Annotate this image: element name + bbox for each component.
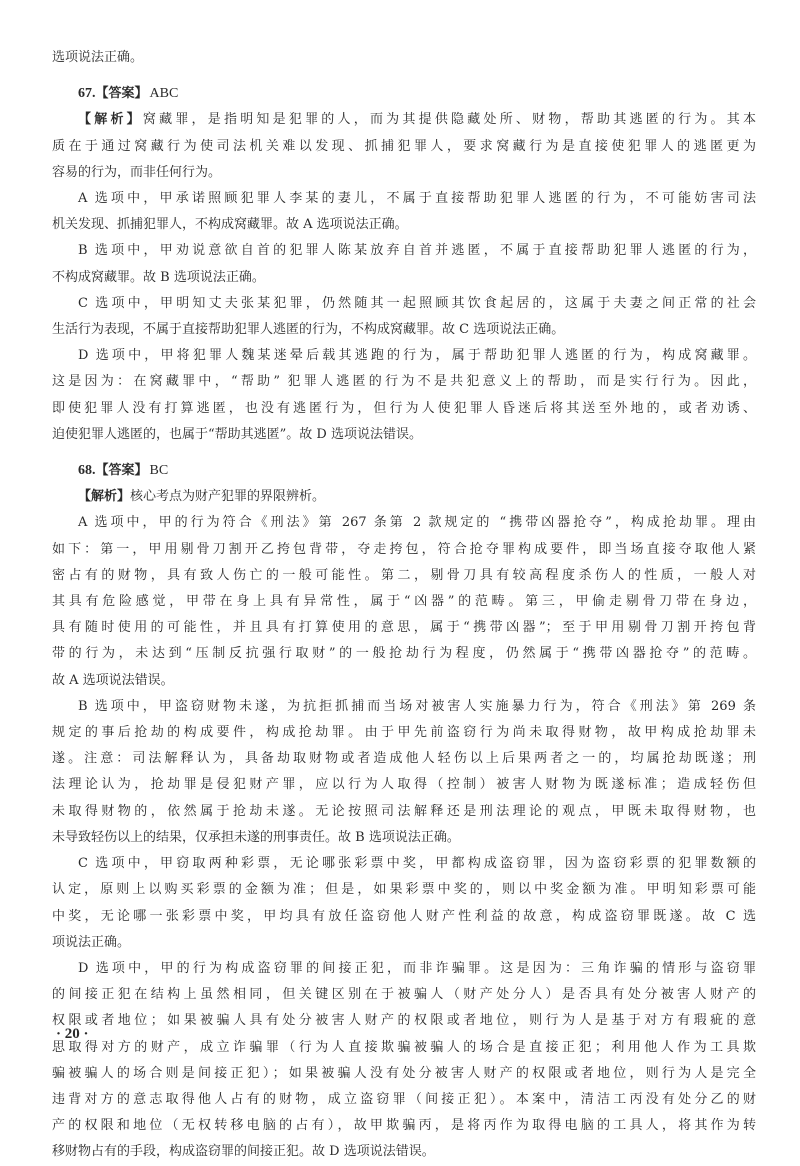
q68-line-3: 密占有的财物，具有致人伤亡的一般可能性。第二，剔骨刀具有较高程度杀伤人的性质，一般人对 — [52, 567, 756, 583]
q68-line-23: 违背对方的意志取得他人占有的财物，成立盗窃罪（间接正犯）。本案中，清洁工丙没有处分乙的财 — [52, 1091, 756, 1107]
q68-line-8: B 选项中，甲盗窃财物未遂，为抗拒抓捕而当场对被害人实施暴力行为，符合《刑法》第 269 条 — [78, 698, 756, 714]
q68-line-15: 认定，原则上以购买彩票的金额为准；但是，如果彩票中奖的，则以中奖金额为准。甲明知彩票可能 — [52, 882, 756, 898]
q68-line-13: 未导致轻伤以上的结果，仅承担未遂的刑事责任。故 B 选项说法正确。 — [52, 829, 460, 845]
q67-heading — [52, 81, 756, 107]
q68-explain-tag: 【解析】 — [78, 489, 131, 505]
q68-line-4: 其具有危险感觉，甲带在身上具有异常性，属于“凶器”的范畴。第三，甲偷走剔骨刀带在身边， — [52, 594, 756, 610]
q67-line-3: A 选项中，甲承诺照顾犯罪人李某的妻儿，不属于直接帮助犯罪人逃匿的行为，不可能妨害司法 — [78, 191, 756, 207]
q68-line-0: 【解析】核心考点为财产犯罪的界限辨析。 — [78, 489, 326, 505]
page-number: · 20 · — [56, 1026, 89, 1042]
q67-line-7: C 选项中，甲明知丈夫张某犯罪，仍然随其一起照顾其饮食起居的，这属于夫妻之间正常的社会 — [78, 295, 756, 311]
q68-line-21: 思取得对方的财产，成立诈骗罪（行为人直接欺骗被骗人的场合是直接正犯；利用他人作为工具欺 — [52, 1039, 756, 1055]
q68-line-17: 项说法正确。 — [52, 934, 131, 950]
q68-line-10: 遂。注意：司法解释认为，具备劫取财物或者造成他人轻伤以上后果两者之一的，均属抢劫既遂；刑 — [52, 751, 756, 767]
q67-line-12: 迫使犯罪人逃匿的，也属于“帮助其逃匿”。故 D 选项说法错误。 — [52, 426, 422, 442]
q68-line-6: 带的行为，未达到“压制反抗强行取财”的一般抢劫行为程度，仍然属于“携带凶器抢夺”的范畴。 — [52, 646, 756, 662]
q67-line-1: 质在于通过窝藏行为使司法机关难以发现、抓捕犯罪人，要求窝藏行为是直接使犯罪人的逃匿更为 — [52, 138, 756, 154]
q67-line-6: 不构成窝藏罪。故 B 选项说法正确。 — [52, 269, 265, 285]
q67-explain-tag: 【解析】 — [78, 112, 143, 128]
q68-line-22: 骗被骗人的场合则是间接正犯）；如果被骗人没有处分被害人财产的权限或者地位，则行为人是完全 — [52, 1065, 756, 1081]
q67-line-2: 容易的行为，而非任何行为。 — [52, 164, 222, 180]
q68-line-2: 如下：第一，甲用剔骨刀割开乙挎包背带，夺走挎包，符合抢夺罪构成要件，即当场直接夺取他人紧 — [52, 541, 756, 557]
q68-line-24: 产的权限和地位（无权转移电脑的占有），故甲欺骗丙，是将丙作为取得电脑的工具人，将其作为转 — [52, 1118, 756, 1134]
q68-answer: BC — [149, 463, 169, 479]
carryover-line: 选项说法正确。 — [52, 50, 144, 65]
q68-line-19: 的间接正犯在结构上虽然相同，但关键区别在于被骗人（财产处分人）是否具有处分被害人财产的 — [52, 987, 756, 1003]
q68-line-9: 规定的事后抢劫的构成要件，构成抢劫罪。由于甲先前盗窃行为尚未取得财物，故甲构成抢劫罪未 — [52, 725, 756, 741]
q68-line-18: D 选项中，甲的行为构成盗窃罪的间接正犯，而非诈骗罪。这是因为：三角诈骗的情形与盗窃罪 — [78, 960, 756, 976]
q68-line-25: 移财物占有的手段，构成盗窃罪的间接正犯。故 D 选项说法错误。 — [52, 1144, 435, 1160]
q68-line-1: A 选项中，甲的行为符合《刑法》第 267 条第 2 款规定的 “携带凶器抢夺”，构成抢劫罪。理由 — [78, 515, 756, 531]
q68-line-5: 具有随时使用的可能性，并且具有打算使用的意思，属于“携带凶器”；至于甲用剔骨刀割开挎包背 — [52, 620, 756, 636]
q68-line-14: C 选项中，甲窃取两种彩票，无论哪张彩票中奖，甲都构成盗窃罪，因为盗窃彩票的犯罪数额的 — [78, 856, 756, 872]
q67-line-9: D 选项中，甲将犯罪人魏某迷晕后载其逃跑的行为，属于帮助犯罪人逃匿的行为，构成窝藏罪。 — [78, 348, 756, 364]
q68-line-12: 未取得财物的，依然属于抢劫未遂。无论按照司法解释还是刑法理论的观点，甲既未取得财物，也 — [52, 803, 756, 819]
q68-answer-tag: 【答案】 — [95, 463, 148, 479]
q67-line-4: 机关发现、抓捕犯罪人，不构成窝藏罪。故 A 选项说法正确。 — [52, 217, 408, 233]
q68-line-16: 中奖，无论哪一张彩票中奖，甲均具有放任盗窃他人财产性利益的故意，构成盗窃罪既遂。故 C 选 — [52, 908, 756, 924]
q67-answer-tag: 【答案】 — [95, 86, 148, 102]
q67-line-0: 【解析】窝藏罪，是指明知是犯罪的人，而为其提供隐藏处所、财物，帮助其逃匿的行为。其本 — [78, 112, 756, 128]
q67-line-8: 生活行为表现，不属于直接帮助犯罪人逃匿的行为，不构成窝藏罪。故 C 选项说法正确。 — [52, 322, 565, 338]
q68-line-20: 权限或者地位；如果被骗人具有处分被害人财产的权限或者地位，则行为人是基于对方有瑕疵的意 — [52, 1013, 756, 1029]
q68-heading — [52, 458, 756, 484]
q67-line-5: B 选项中，甲劝说意欲自首的犯罪人陈某放弃自首并逃匿，不属于直接帮助犯罪人逃匿的行为， — [78, 243, 756, 259]
q68-line-11: 法理论认为，抢劫罪是侵犯财产罪，应以行为人取得（控制）被害人财物为既遂标准；造成轻伤但 — [52, 777, 756, 793]
q67-line-11: 即使犯罪人没有打算逃匿，也没有逃匿行为，但行为人使犯罪人昏迷后将其送至外地的，或者劝诱、 — [52, 400, 756, 416]
q67-number: 67. — [78, 86, 96, 102]
q67-line-10: 这是因为：在窝藏罪中，“帮助” 犯罪人逃匿的行为不是共犯意义上的帮助，而是实行行为。因此， — [52, 374, 756, 390]
q68-number: 68. — [78, 463, 96, 479]
q67-answer: ABC — [149, 86, 179, 102]
q68-line-7: 故 A 选项说法错误。 — [52, 672, 174, 688]
